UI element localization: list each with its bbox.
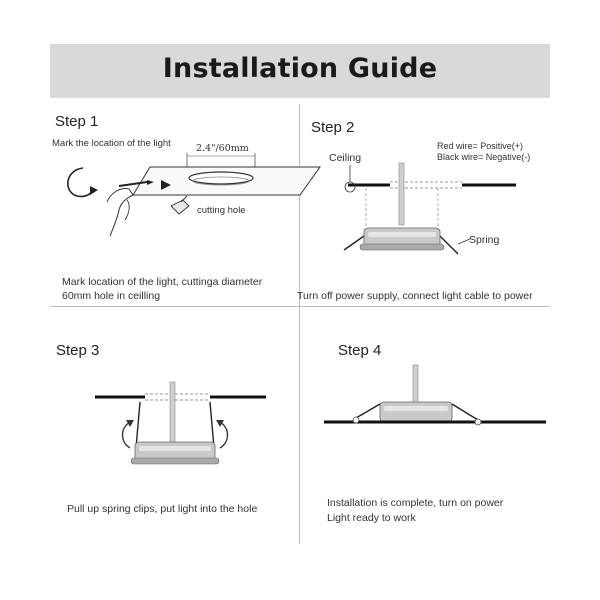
- hand-icon-detail: [125, 200, 129, 220]
- page-title: Installation Guide: [162, 53, 438, 84]
- step2-ceiling-label: Ceiling: [329, 152, 362, 164]
- step1-cut-label: cutting hole: [197, 205, 246, 216]
- step1-dimension-label: 2.4"/60mm: [196, 143, 249, 154]
- light-fixture-highlight: [384, 406, 448, 411]
- light-fixture: [380, 402, 452, 422]
- spring-left: [356, 404, 380, 418]
- step3-title: Step 3: [56, 342, 100, 359]
- screw-right-icon: [475, 419, 481, 425]
- screw-left-icon: [353, 417, 359, 423]
- step4-title: Step 4: [338, 342, 382, 359]
- spring-left: [136, 402, 140, 448]
- spring-right: [452, 404, 478, 420]
- step2-red-wire-label: Red wire= Positive(+): [437, 141, 524, 151]
- step1-title: Step 1: [55, 113, 99, 130]
- step3-caption: Pull up spring clips, put light into the hole: [67, 503, 258, 515]
- step2-black-wire-label: Black wire= Negative(-): [437, 152, 531, 162]
- step4-caption-line1: Installation is complete, turn on power: [327, 497, 504, 509]
- cutting-tool-icon: [171, 200, 189, 214]
- step4-caption: [327, 496, 503, 526]
- rotation-arrowhead-icon: [90, 186, 98, 195]
- spring-right: [210, 402, 214, 448]
- step1-instruction: Mark the location of the light: [52, 138, 171, 149]
- curved-arrow-right-icon: [220, 422, 228, 448]
- rotation-arrow-icon: [68, 168, 93, 197]
- power-cable: [413, 365, 418, 405]
- step2-spring-label: Spring: [469, 234, 500, 246]
- step1-caption: [62, 275, 262, 303]
- power-cable: [399, 163, 404, 225]
- light-fixture-highlight: [139, 446, 211, 451]
- header-banner: [50, 44, 550, 98]
- light-fixture-highlight: [368, 232, 436, 237]
- power-cable: [170, 382, 175, 442]
- step1-caption-line1: Mark location of the light, cuttinga diameter: [62, 276, 263, 288]
- step2-title: Step 2: [311, 119, 355, 136]
- hole-outline: [189, 172, 253, 184]
- step1-caption-line2: 60mm hole in ceilling: [62, 290, 161, 302]
- hand-icon: [107, 189, 133, 236]
- horizontal-divider: [50, 306, 550, 307]
- light-fixture-base: [131, 458, 219, 464]
- curved-arrow-left-icon: [123, 422, 131, 448]
- step2-caption: Turn off power supply, connect light cable to power: [297, 290, 533, 302]
- step4-caption-line2: Light ready to work: [327, 512, 416, 524]
- step2-diagram: [330, 160, 530, 270]
- step3-diagram: [90, 370, 280, 480]
- light-fixture-base: [360, 244, 444, 250]
- spring-pointer: [458, 239, 470, 244]
- step1-diagram: [55, 140, 305, 240]
- step4-diagram: [320, 362, 550, 442]
